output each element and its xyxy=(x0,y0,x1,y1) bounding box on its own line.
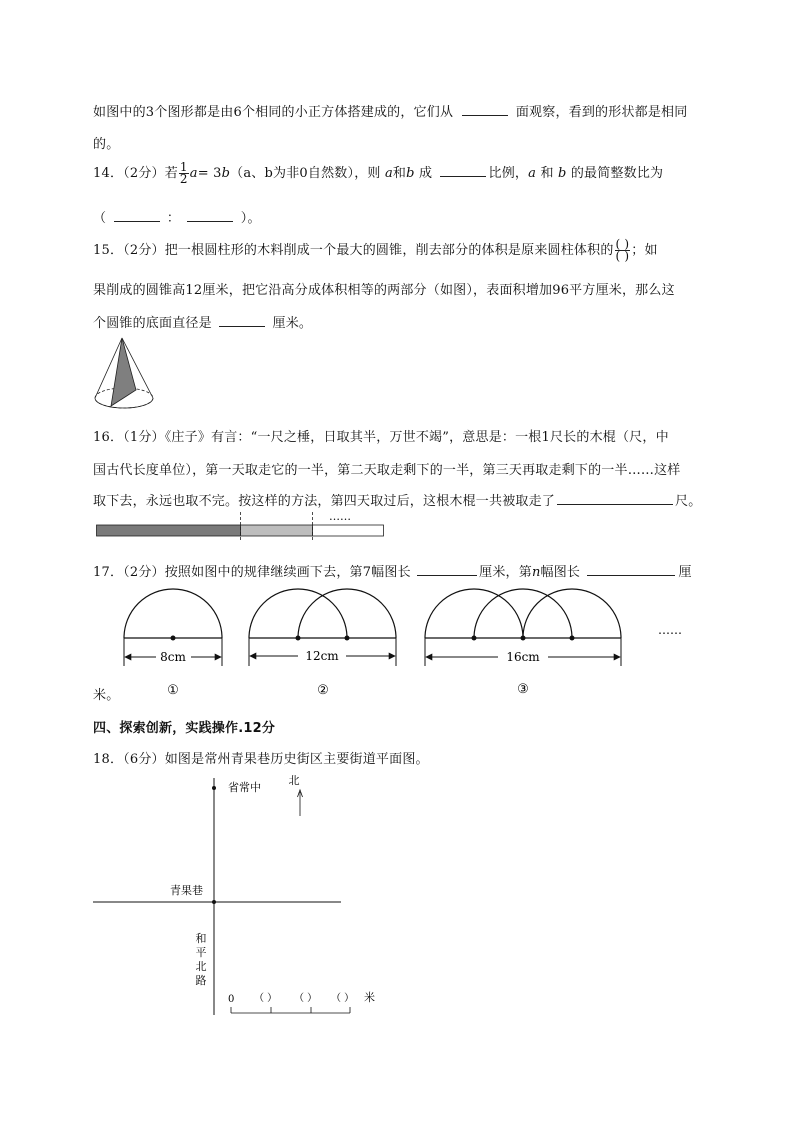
q15-line-3 xyxy=(93,312,312,331)
q14-frac-den: 2 xyxy=(179,172,188,186)
fig2-center-2 xyxy=(345,636,350,641)
q17-blank-n[interactable] xyxy=(587,563,675,576)
figure-2 xyxy=(249,589,396,698)
q15-fraction-blank[interactable] xyxy=(615,239,631,262)
cone-base-front xyxy=(95,398,153,408)
fig2-center-1 xyxy=(296,636,301,641)
q15-text-1-tail: ；如 xyxy=(631,243,658,258)
north-label: 北 xyxy=(288,774,300,787)
q14-var-b: b xyxy=(221,166,231,181)
lane-point xyxy=(212,900,216,904)
q13-answer-blank[interactable] xyxy=(462,103,508,116)
label-road-2: 平 xyxy=(195,946,207,959)
q14-b3: b xyxy=(557,166,567,181)
q14-a3: a xyxy=(528,166,537,181)
fig1-length: 8cm xyxy=(160,650,186,664)
fig3-number: ③ xyxy=(517,682,529,697)
q16-text-2: 国古代长度单位），第一天取走它的一半，第二天取走剩下的一半，第三天再取走剩下的一半……这样 xyxy=(93,463,681,478)
section-4-title xyxy=(93,717,275,736)
q14-eq: = 3 xyxy=(197,166,222,181)
label-road-3: 北 xyxy=(195,960,207,973)
label-road-1: 和 xyxy=(195,932,207,945)
stick-half-1 xyxy=(97,525,241,536)
q14-a2: a xyxy=(384,166,393,181)
q17-text-a: 17．（2分）按照如图中的规律继续画下去，第7幅图长 xyxy=(93,565,411,580)
fig2-length: 12cm xyxy=(305,649,339,663)
q14-line-2 xyxy=(93,207,261,226)
street-map xyxy=(93,770,383,1020)
q16-line-1 xyxy=(93,426,669,445)
q13-text-a: 如图中的3个图形都是由6个相同的小正方体搭建成的，它们从 xyxy=(93,105,454,120)
figure-3 xyxy=(425,589,621,697)
fig3-center-3 xyxy=(570,636,575,641)
fig1-number: ① xyxy=(167,683,179,698)
scale-blank-1[interactable]: （ ） xyxy=(254,993,278,1004)
q15-line-1 xyxy=(93,239,658,262)
label-lane: 青果巷 xyxy=(170,884,203,897)
scale-blank-3[interactable]: （ ） xyxy=(331,993,355,1004)
q15-text-2: 果削成的圆锥高12厘米，把它沿高分成体积相等的两部分（如图），表面积增加96平方厘米，那么这 xyxy=(93,283,675,298)
q14-fraction xyxy=(179,162,189,185)
q15-answer-blank[interactable] xyxy=(219,314,265,327)
q15-text-1: 15．（2分）把一根圆柱形的木料削成一个最大的圆锥，削去部分的体积是原来圆柱体积的 xyxy=(93,243,614,258)
q18-text-1: 18．（6分）如图是常州青果巷历史街区主要街道平面图。 xyxy=(93,752,429,767)
figure-1 xyxy=(124,589,222,698)
q15-frac-bot: ( ) xyxy=(615,249,630,263)
q14-var-a: a xyxy=(189,166,198,181)
q14-and2: 和 xyxy=(540,166,554,181)
q14-line-1 xyxy=(93,162,663,185)
q14-b2: b xyxy=(406,166,415,181)
q13-line-2 xyxy=(93,133,119,152)
q17-text-c: 幅图长 xyxy=(540,565,581,580)
q17-line-2 xyxy=(93,684,119,703)
q16-answer-blank[interactable] xyxy=(557,492,673,505)
fig3-length: 16cm xyxy=(506,650,540,664)
q14-blank-a[interactable] xyxy=(114,209,160,222)
fig1-arc xyxy=(124,589,222,638)
stick-remaining xyxy=(313,525,384,536)
label-road-4: 路 xyxy=(195,974,207,987)
q17-n: n xyxy=(531,565,541,580)
fig3-center-2 xyxy=(521,636,526,641)
q14-cond: （a、b为非0自然数），则 xyxy=(230,166,381,181)
fig1-center xyxy=(171,636,176,641)
q14-number: 14．（2分）若 xyxy=(93,166,178,181)
q16-line-2 xyxy=(93,459,681,478)
q17-text-d: 厘 xyxy=(678,565,692,580)
scale-zero: 0 xyxy=(228,994,235,1005)
q16-text-1: 16．（1分）《庄子》有言：“一尺之棰，日取其半，万世不竭”，意思是：一根1尺长的木棍（尺，中 xyxy=(93,430,669,445)
q14-tail: 的最简整数比为 xyxy=(570,166,664,181)
q13-line-1 xyxy=(93,101,687,120)
q17-line-1 xyxy=(93,561,692,580)
q14-ratio-blank[interactable] xyxy=(440,164,486,177)
q15-line-2 xyxy=(93,279,675,298)
q14-frac-num: 1 xyxy=(179,160,188,174)
q16-text-3b: 尺。 xyxy=(675,494,702,509)
fig3-center-1 xyxy=(472,636,477,641)
fig2-number: ② xyxy=(317,683,329,698)
figures-dots: …… xyxy=(658,623,682,637)
q14-cheng: 成 xyxy=(418,166,433,181)
scale-unit: 米 xyxy=(364,991,375,1004)
q13-text-b: 面观察，看到的形状都是相同 xyxy=(515,105,688,120)
stick-quarter-2 xyxy=(241,525,313,536)
q16-line-3 xyxy=(93,490,701,509)
q14-and: 和 xyxy=(392,166,407,181)
q16-text-3a: 取下去，永远也取不完。按这样的方法，第四天取过后，这根木棍一共被取走了 xyxy=(93,494,556,509)
scale-blank-2[interactable]: （ ） xyxy=(294,993,318,1004)
q14-ratio: 比例， xyxy=(488,166,529,181)
label-school: 省常中 xyxy=(228,781,261,794)
q14-close: ）。 xyxy=(240,211,261,226)
cone-cut-face xyxy=(111,338,136,406)
stick-diagram xyxy=(96,508,386,540)
q15-text-3b: 厘米。 xyxy=(272,316,313,331)
q14-open: （ xyxy=(93,211,107,226)
cone-figure xyxy=(90,334,160,414)
q14-blank-b[interactable] xyxy=(187,209,233,222)
q14-colon: ： xyxy=(166,211,181,226)
semicircle-figures xyxy=(118,586,708,698)
stick-dots: …… xyxy=(329,510,351,523)
q17-text-b: 厘米，第 xyxy=(479,565,532,580)
q15-text-3a: 个圆锥的底面直径是 xyxy=(93,316,212,331)
q17-blank-7[interactable] xyxy=(417,563,477,576)
q18-line-1 xyxy=(93,748,429,767)
q15-frac-top: ( ) xyxy=(615,237,630,251)
q13-text-c: 的。 xyxy=(93,137,120,152)
school-point xyxy=(212,786,216,790)
section-4-title-text: 四、探索创新，实践操作.12分 xyxy=(93,721,276,736)
q17-text-e: 米。 xyxy=(93,688,120,703)
